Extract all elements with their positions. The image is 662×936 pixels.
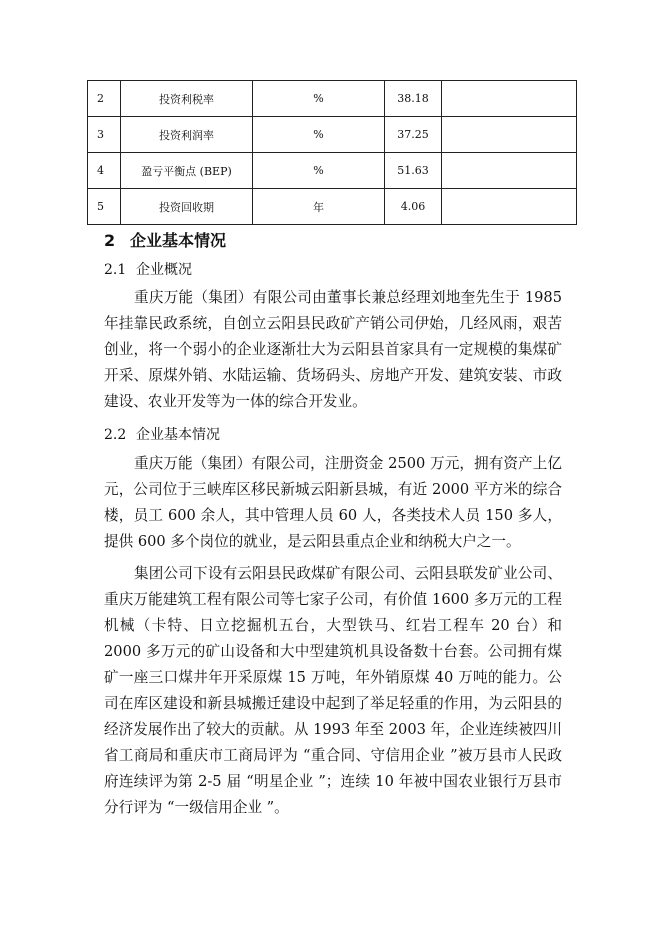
row-name: 投资回收期 [121, 189, 253, 225]
row-name: 投资利税率 [121, 81, 253, 117]
row-value: 37.25 [385, 117, 442, 153]
row-unit: 年 [253, 189, 385, 225]
row-unit: % [253, 81, 385, 117]
subsidiaries-paragraph: 集团公司下设有云阳县民政煤矿有限公司、云阳县联发矿业公司、重庆万能建筑工程有限公司等七家子公司，有价值 1600 多万元的工程机械（卡特、日立挖掘机五台，大型铁马、红岩工程车 20 台）和 2000 多万元的矿山设备和大中型建筑机具设备数十台套。公司拥有煤矿一座三口煤井年开采原煤 15 万吨，年外销原煤 40 万吨的能力。公司在库区建设和新县城搬迁建设中起到了举足轻重的作用，为云阳县的经济发展作出了较大的贡献。从 1993 年至 2003 年，企业连续被四川省工商局和重庆市工商局评为 “重合同、守信用企业 ”被万县市人民政府连续评为第 2-5 届 “明星企业 ”；连续 10 年被中国农业银行万县市分行评为 “一级信用企业 ”。 [104, 565, 562, 816]
row-note [442, 189, 577, 225]
table-row [88, 117, 577, 153]
row-index: 2 [88, 81, 121, 117]
subsection-title: 企业概况 [136, 262, 192, 278]
investment-metrics-table [87, 80, 577, 225]
company-overview-paragraph: 重庆万能（集团）有限公司由董事长兼总经理刘地奎先生于 1985 年挂靠民政系统，自创立云阳县民政矿产销公司伊始，几经风雨，艰苦创业，将一个弱小的企业逐渐壮大为云阳县首家具有一定规模的集煤矿开采、原煤外销、水陆运输、货场码头、房地产开发、建筑安装、市政建设、农业开发等为一体的综合开发业。 [104, 289, 562, 410]
subsection-heading-2-2 [104, 425, 220, 445]
table-row [88, 81, 577, 117]
row-value: 38.18 [385, 81, 442, 117]
row-value: 51.63 [385, 153, 442, 189]
row-index: 5 [88, 189, 121, 225]
row-note [442, 81, 577, 117]
row-note [442, 117, 577, 153]
subsection-number: 2.1 [104, 262, 127, 278]
row-index: 4 [88, 153, 121, 189]
row-unit: % [253, 117, 385, 153]
section-heading [104, 230, 226, 252]
row-name: 盈亏平衡点 (BEP) [121, 153, 253, 189]
section-title-text: 企业基本情况 [130, 231, 227, 250]
section-number: 2 [104, 231, 116, 250]
row-name: 投资利润率 [121, 117, 253, 153]
table-row [88, 189, 577, 225]
company-info-paragraph: 重庆万能（集团）有限公司，注册资金 2500 万元，拥有资产上亿元，公司位于三峡库区移民新城云阳新县城，有近 2000 平方米的综合楼，员工 600 余人，其中管理人员 60 人，各类技术人员 150 多人，提供 600 多个岗位的就业，是云阳县重点企业和纳税大户之一。 [104, 455, 562, 550]
subsection-heading-2-1 [104, 260, 192, 280]
table-row [88, 153, 577, 189]
row-value: 4.06 [385, 189, 442, 225]
subsection-number: 2.2 [104, 427, 127, 443]
row-index: 3 [88, 117, 121, 153]
subsection-title: 企业基本情况 [136, 427, 220, 443]
row-note [442, 153, 577, 189]
row-unit: % [253, 153, 385, 189]
